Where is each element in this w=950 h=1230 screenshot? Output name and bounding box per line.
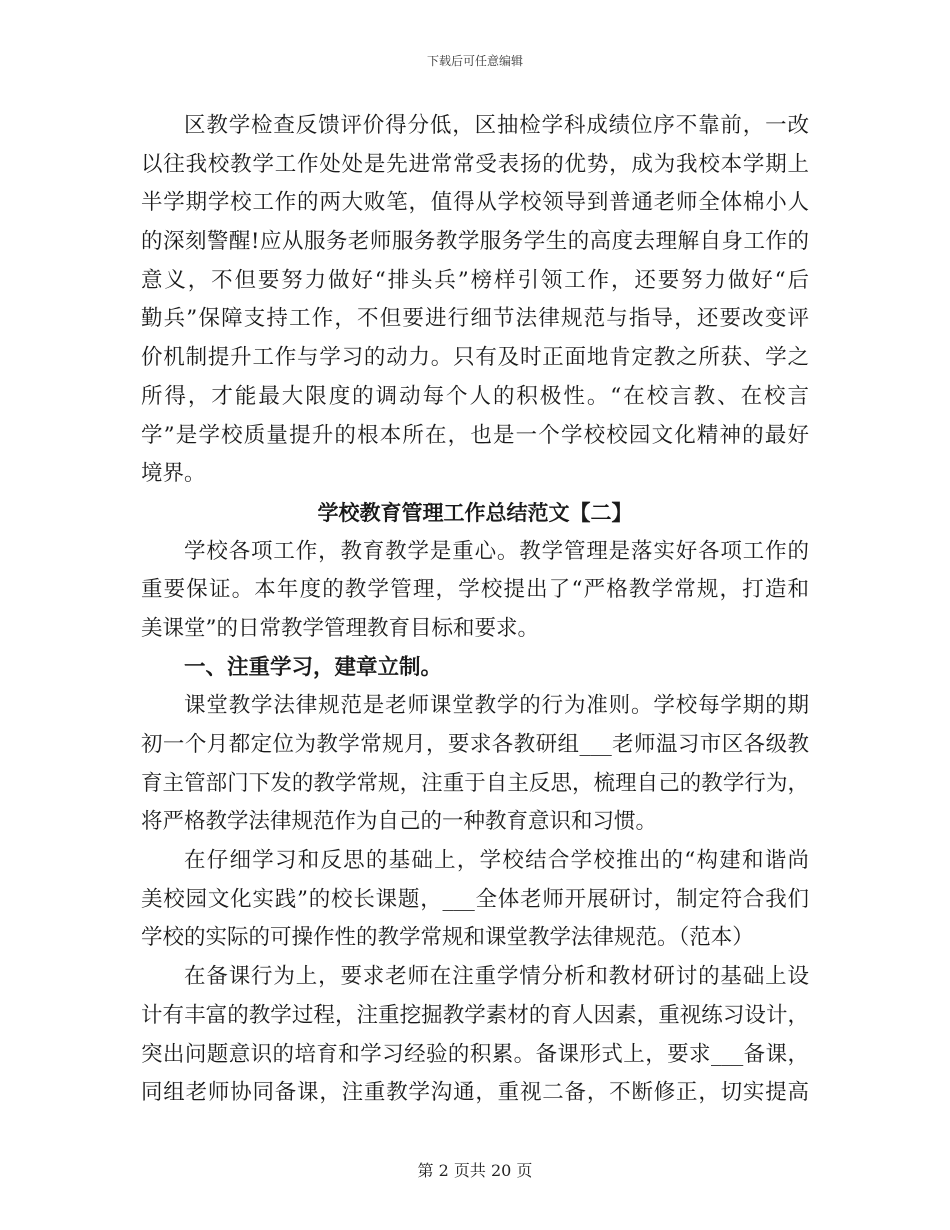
text-line: 所得，才能最大限度的调动每个人的积极性。“在校言教、在校言 — [141, 383, 809, 409]
text-line: 计有丰富的教学过程，注重挖掘教学素材的育人因素，重视练习设计， — [141, 1002, 809, 1028]
text-line: 初一个月都定位为教学常规月，要求各教研组___老师温习市区各级教 — [141, 732, 809, 757]
document-body — [141, 107, 809, 1113]
text-line: 同组老师协同备课，注重教学沟通，重视二备，不断修正，切实提高 — [141, 1080, 809, 1106]
text-line: 美课堂”的日常教学管理教育目标和要求。 — [141, 615, 539, 641]
text-line: 的深刻警醒!应从服务老师服务教学服务学生的高度去理解自身工作的 — [141, 229, 809, 255]
section-title: 学校教育管理工作总结范文【二】 — [317, 499, 633, 525]
text-line: 学”是学校质量提升的根本所在，也是一个学校校园文化精神的最好 — [141, 422, 809, 448]
text-line: 美校园文化实践”的校长课题，___全体老师开展研讨，制定符合我们 — [141, 886, 809, 912]
text-line: 区教学检查反馈评价得分低，区抽检学科成绩位序不靠前，一改 — [184, 113, 809, 138]
text-line: 学校的实际的可操作性的教学常规和课堂教学法律规范。（范本） — [141, 925, 754, 951]
text-line: 以往我校教学工作处处是先进常常受表扬的优势，成为我校本学期上 — [141, 151, 809, 177]
text-line: 重要保证。本年度的教学管理，学校提出了“严格教学常规，打造和 — [141, 577, 809, 603]
text-line: 将严格教学法律规范作为自己的一种教育意识和习惯。 — [141, 809, 658, 835]
text-line: 意义，不但要努力做好“排头兵”榜样引领工作，还要努力做好“后 — [141, 267, 809, 293]
page-footer: 第 2 页共 20 页 — [417, 1161, 533, 1180]
text-line: 境界。 — [141, 461, 206, 487]
text-line: 在备课行为上，要求老师在注重学情分析和教材研讨的基础上设 — [184, 964, 809, 990]
text-line: 价机制提升工作与学习的动力。只有及时正面地肯定教之所获、学之 — [141, 345, 809, 371]
text-line: 突出问题意识的培育和学习经验的积累。备课形式上，要求___备课， — [141, 1041, 809, 1067]
text-line: 半学期学校工作的两大败笔，值得从学校领导到普通老师全体棉小人 — [141, 190, 809, 216]
text-line: 勤兵”保障支持工作，不但要进行细节法律规范与指导，还要改变评 — [141, 306, 809, 332]
text-line: 在仔细学习和反思的基础上，学校结合学校推出的“构建和谐尚 — [184, 848, 809, 874]
text-line: 学校各项工作，教育教学是重心。教学管理是落实好各项工作的 — [184, 538, 809, 564]
text-line: 课堂教学法律规范是老师课堂教学的行为准则。学校每学期的期 — [184, 693, 809, 719]
page-header: 下载后可任意编辑 — [426, 54, 523, 68]
section-heading: 一、注重学习，建章立制。 — [184, 654, 443, 680]
text-line: 育主管部门下发的教学常规，注重于自主反思，梳理自己的教学行为， — [141, 770, 809, 796]
